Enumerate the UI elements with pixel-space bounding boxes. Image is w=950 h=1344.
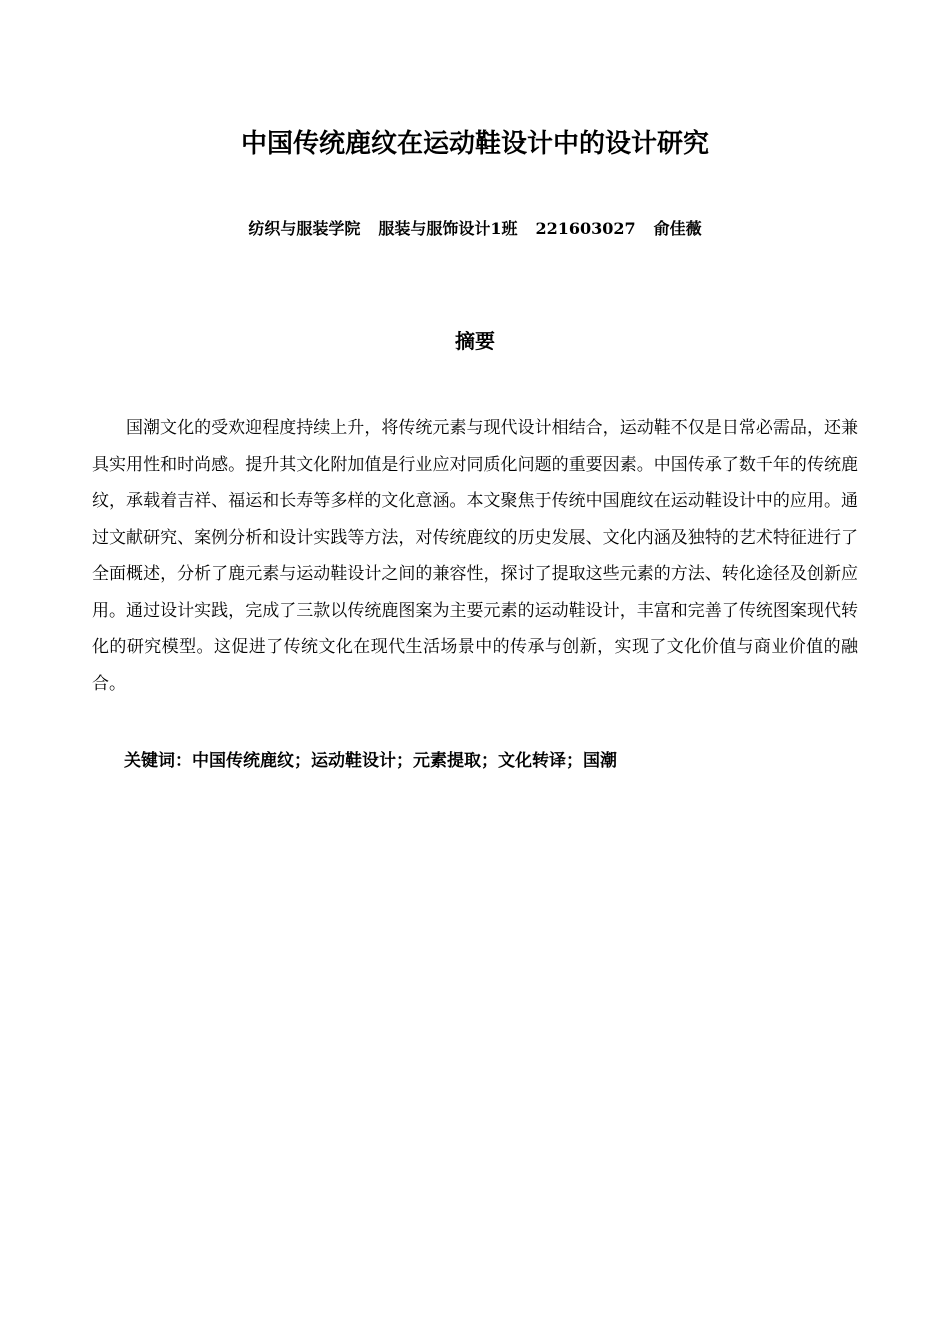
- keywords-label: 关键词：: [124, 751, 192, 771]
- author-line: [0, 216, 950, 242]
- author-class: 服装与服饰设计1班: [378, 219, 518, 238]
- keywords-text: 中国传统鹿纹；运动鞋设计；元素提取；文化转译；国潮: [192, 751, 617, 771]
- author-student-id: 221603027: [535, 219, 636, 238]
- author-college: 纺织与服装学院: [248, 219, 361, 238]
- abstract-body: 国潮文化的受欢迎程度持续上升，将传统元素与现代设计相结合，运动鞋不仅是日常必需品，还兼具实用性和时尚感。提升其文化附加值是行业应对同质化问题的重要因素。中国传承了数千年的传统鹿纹，承载着吉祥、福运和长寿等多样的文化意涵。本文聚焦于传统中国鹿纹在运动鞋设计中的应用。通过文献研究、案例分析和设计实践等方法，对传统鹿纹的历史发展、文化内涵及独特的艺术特征进行了全面概述，分析了鹿元素与运动鞋设计之间的兼容性，探讨了提取这些元素的方法、转化途径及创新应用。通过设计实践，完成了三款以传统鹿图案为主要元素的运动鞋设计，丰富和完善了传统图案现代转化的研究模型。这促进了传统文化在现代生活场景中的传承与创新，实现了文化价值与商业价值的融合。: [92, 418, 858, 694]
- keywords-line: [124, 746, 854, 776]
- abstract-heading: 摘要: [455, 329, 495, 353]
- paper-title: 中国传统鹿纹在运动鞋设计中的设计研究: [240, 129, 709, 159]
- author-name: 俞佳薇: [653, 219, 702, 238]
